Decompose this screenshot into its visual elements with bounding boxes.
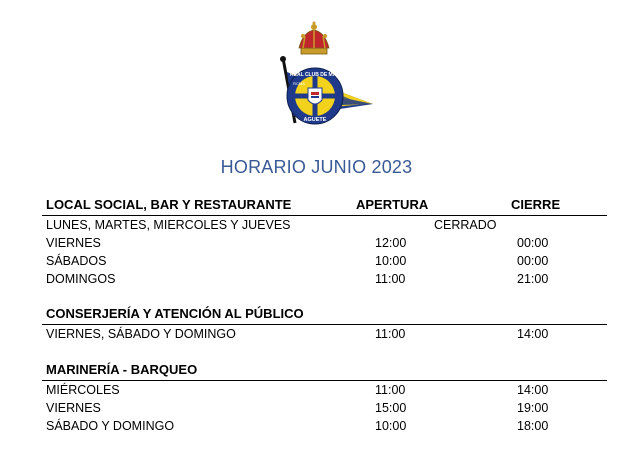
page-title: HORARIO JUNIO 2023 <box>220 157 413 177</box>
svg-text:RCMA: RCMA <box>293 81 305 86</box>
opening-time: 11:00 <box>375 327 406 341</box>
section-title: CONSERJERÍA Y ATENCIÓN AL PÚBLICO <box>46 306 304 321</box>
crown-icon <box>299 22 329 55</box>
closing-time: 21:00 <box>517 272 549 286</box>
closing-time: 00:00 <box>517 254 549 268</box>
schedule-row <box>42 325 607 343</box>
row-label: VIERNES, SÁBADO Y DOMINGO <box>46 327 236 341</box>
closed-label: CERRADO <box>434 218 497 232</box>
section-title: MARINERÍA - BARQUEO <box>46 362 198 377</box>
opening-time: 15:00 <box>375 401 407 415</box>
club-logo <box>265 18 377 136</box>
schedule-row <box>42 399 607 417</box>
row-label: LUNES, MARTES, MIERCOLES Y JUEVES <box>46 218 291 232</box>
section-header <box>42 362 607 381</box>
opening-time: 10:00 <box>375 419 407 433</box>
section-conserjeria <box>42 306 607 343</box>
schedule-row <box>42 270 607 288</box>
closing-time: 14:00 <box>517 327 549 341</box>
opening-time: 11:00 <box>375 383 406 397</box>
section-header <box>42 306 607 325</box>
closing-time: 14:00 <box>517 383 549 397</box>
closing-time: 19:00 <box>517 401 549 415</box>
row-label: DOMINGOS <box>46 272 116 286</box>
column-header-apertura: APERTURA <box>356 197 429 212</box>
svg-text:REAL CLUB DE MAR: REAL CLUB DE MAR <box>290 72 340 78</box>
opening-time: 12:00 <box>375 236 407 250</box>
section-title: LOCAL SOCIAL, BAR Y RESTAURANTE <box>46 197 292 212</box>
club-emblem-icon <box>265 18 377 136</box>
schedule-row <box>42 234 607 252</box>
closing-time: 18:00 <box>517 419 549 433</box>
row-label: MIÉRCOLES <box>46 383 120 397</box>
row-label: SÁBADOS <box>46 254 107 268</box>
row-label: VIERNES <box>46 401 101 415</box>
opening-time: 10:00 <box>375 254 407 268</box>
section-header <box>42 197 607 216</box>
svg-text:AGUETE: AGUETE <box>303 117 327 123</box>
schedule-row <box>42 417 607 435</box>
opening-time: 11:00 <box>375 272 406 286</box>
row-label: SÁBADO Y DOMINGO <box>46 419 175 433</box>
column-header-cierre: CIERRE <box>511 197 561 212</box>
row-label: VIERNES <box>46 236 101 250</box>
section-marineria <box>42 362 607 435</box>
closing-time: 00:00 <box>517 236 549 250</box>
section-local-social <box>42 197 607 288</box>
schedule-row <box>42 381 607 399</box>
schedule-row <box>42 216 607 234</box>
schedule-row <box>42 252 607 270</box>
